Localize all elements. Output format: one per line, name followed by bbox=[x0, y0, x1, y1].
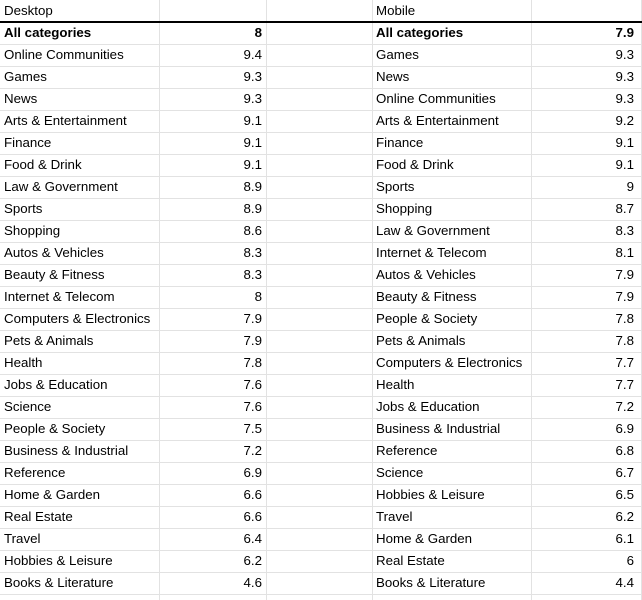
score-cell[interactable]: 9.1 bbox=[615, 135, 634, 150]
category-cell[interactable]: Law & Government bbox=[4, 179, 118, 194]
table-row bbox=[372, 506, 638, 528]
score-cell[interactable]: 9.2 bbox=[615, 113, 634, 128]
table-row bbox=[372, 550, 638, 572]
category-cell[interactable]: Pets & Animals bbox=[4, 333, 94, 348]
table-row bbox=[0, 506, 266, 528]
mobile-header-row bbox=[372, 0, 638, 22]
table-row bbox=[372, 418, 638, 440]
table-row bbox=[372, 264, 638, 286]
category-cell[interactable]: Health bbox=[4, 355, 43, 370]
score-cell[interactable]: 6 bbox=[626, 553, 634, 568]
total-row bbox=[372, 22, 638, 44]
category-cell[interactable]: Pets & Animals bbox=[376, 333, 466, 348]
category-cell[interactable]: Online Communities bbox=[376, 91, 496, 106]
category-cell[interactable]: Hobbies & Leisure bbox=[376, 487, 485, 502]
category-cell[interactable]: Health bbox=[376, 377, 415, 392]
category-cell[interactable]: Travel bbox=[376, 509, 413, 524]
category-cell[interactable]: Reference bbox=[4, 465, 66, 480]
score-cell[interactable]: 7.8 bbox=[615, 311, 634, 326]
table-row bbox=[372, 396, 638, 418]
category-cell[interactable]: Books & Literature bbox=[376, 575, 486, 590]
score-cell[interactable]: 7.7 bbox=[615, 377, 634, 392]
table-row bbox=[372, 330, 638, 352]
table-row bbox=[372, 176, 638, 198]
desktop-header-cell[interactable]: Desktop bbox=[4, 3, 53, 18]
score-cell[interactable]: 9 bbox=[626, 179, 634, 194]
score-cell[interactable]: 8.3 bbox=[243, 267, 262, 282]
category-cell[interactable]: Computers & Electronics bbox=[376, 355, 523, 370]
score-cell[interactable]: 9.1 bbox=[615, 157, 634, 172]
score-cell[interactable]: 7.6 bbox=[243, 377, 262, 392]
score-cell[interactable]: 6.1 bbox=[615, 531, 634, 546]
desktop-header-row bbox=[0, 0, 266, 22]
score-cell[interactable]: 4.4 bbox=[615, 575, 634, 590]
score-cell[interactable]: 7.6 bbox=[243, 399, 262, 414]
score-cell[interactable]: 6.6 bbox=[243, 487, 262, 502]
table-row bbox=[0, 396, 266, 418]
category-cell[interactable]: Computers & Electronics bbox=[4, 311, 151, 326]
table-row bbox=[372, 66, 638, 88]
score-cell[interactable]: 7.9 bbox=[615, 267, 634, 282]
score-cell[interactable]: 8 bbox=[254, 289, 262, 304]
table-row bbox=[372, 528, 638, 550]
score-cell[interactable]: 9.3 bbox=[615, 47, 634, 62]
score-cell[interactable]: 7.9 bbox=[615, 289, 634, 304]
table-row bbox=[372, 286, 638, 308]
category-cell[interactable]: Food & Drink bbox=[376, 157, 454, 172]
category-cell[interactable]: Autos & Vehicles bbox=[4, 245, 104, 260]
category-cell[interactable]: Arts & Entertainment bbox=[4, 113, 127, 128]
category-cell[interactable]: All categories bbox=[376, 25, 464, 40]
category-cell[interactable]: Travel bbox=[4, 531, 41, 546]
category-cell[interactable]: People & Society bbox=[4, 421, 106, 436]
table-row bbox=[372, 374, 638, 396]
category-cell[interactable]: Jobs & Education bbox=[4, 377, 108, 392]
table-row bbox=[372, 572, 638, 594]
score-cell[interactable]: 7.9 bbox=[615, 25, 634, 40]
score-cell[interactable]: 8.9 bbox=[243, 179, 262, 194]
score-cell[interactable]: 8.3 bbox=[615, 223, 634, 238]
category-cell[interactable]: Shopping bbox=[4, 223, 61, 238]
table-row bbox=[0, 286, 266, 308]
empty-cell[interactable] bbox=[531, 0, 638, 22]
table-row bbox=[372, 242, 638, 264]
score-cell[interactable]: 6.7 bbox=[615, 465, 634, 480]
table-row bbox=[0, 44, 266, 66]
score-cell[interactable]: 8.1 bbox=[615, 245, 634, 260]
table-row bbox=[372, 352, 638, 374]
category-cell[interactable]: Games bbox=[376, 47, 419, 62]
table-row bbox=[372, 88, 638, 110]
table-row bbox=[0, 418, 266, 440]
table-row bbox=[372, 132, 638, 154]
category-cell[interactable]: Food & Drink bbox=[4, 157, 82, 172]
score-cell[interactable]: 6.8 bbox=[615, 443, 634, 458]
category-cell[interactable]: Games bbox=[4, 69, 47, 84]
score-cell[interactable]: 6.2 bbox=[615, 509, 634, 524]
table-row bbox=[0, 440, 266, 462]
score-cell[interactable]: 9.1 bbox=[243, 157, 262, 172]
score-cell[interactable]: 6.5 bbox=[615, 487, 634, 502]
score-cell[interactable]: 8.6 bbox=[243, 223, 262, 238]
mobile-table bbox=[372, 0, 638, 594]
table-row bbox=[0, 330, 266, 352]
table-row bbox=[0, 264, 266, 286]
table-row bbox=[372, 110, 638, 132]
table-row bbox=[0, 220, 266, 242]
score-cell[interactable]: 7.9 bbox=[243, 333, 262, 348]
table-row bbox=[372, 308, 638, 330]
category-cell[interactable]: Business & Industrial bbox=[4, 443, 129, 458]
table-row bbox=[0, 132, 266, 154]
column-divider bbox=[266, 0, 267, 600]
desktop-table bbox=[0, 0, 266, 594]
category-cell[interactable]: Jobs & Education bbox=[376, 399, 480, 414]
category-cell[interactable]: All categories bbox=[4, 25, 92, 40]
category-cell[interactable]: Beauty & Fitness bbox=[376, 289, 477, 304]
table-row bbox=[0, 198, 266, 220]
category-cell[interactable]: Law & Government bbox=[376, 223, 490, 238]
table-row bbox=[0, 374, 266, 396]
score-cell[interactable]: 8.3 bbox=[243, 245, 262, 260]
category-cell[interactable]: Business & Industrial bbox=[376, 421, 501, 436]
score-cell[interactable]: 6.4 bbox=[243, 531, 262, 546]
table-row bbox=[372, 440, 638, 462]
category-cell[interactable]: Sports bbox=[376, 179, 415, 194]
table-row bbox=[0, 88, 266, 110]
category-cell[interactable]: Real Estate bbox=[376, 553, 445, 568]
score-cell[interactable]: 9.3 bbox=[615, 91, 634, 106]
category-cell[interactable]: Books & Literature bbox=[4, 575, 114, 590]
score-cell[interactable]: 7.8 bbox=[615, 333, 634, 348]
category-cell[interactable]: Beauty & Fitness bbox=[4, 267, 105, 282]
category-cell[interactable]: Home & Garden bbox=[376, 531, 473, 546]
score-cell[interactable]: 7.2 bbox=[615, 399, 634, 414]
table-row bbox=[0, 528, 266, 550]
row-divider bbox=[0, 594, 642, 595]
score-cell[interactable]: 9.1 bbox=[243, 113, 262, 128]
table-row bbox=[372, 154, 638, 176]
category-cell[interactable]: Science bbox=[4, 399, 52, 414]
category-cell[interactable]: Home & Garden bbox=[4, 487, 101, 502]
table-row bbox=[0, 176, 266, 198]
category-cell[interactable]: Autos & Vehicles bbox=[376, 267, 476, 282]
table-row bbox=[0, 484, 266, 506]
score-cell[interactable]: 7.2 bbox=[243, 443, 262, 458]
score-cell[interactable]: 9.1 bbox=[243, 135, 262, 150]
table-row bbox=[372, 220, 638, 242]
category-cell[interactable]: Finance bbox=[376, 135, 424, 150]
score-cell[interactable]: 7.8 bbox=[243, 355, 262, 370]
category-cell[interactable]: Sports bbox=[4, 201, 43, 216]
score-cell[interactable]: 6.9 bbox=[243, 465, 262, 480]
category-cell[interactable]: News bbox=[376, 69, 410, 84]
score-cell[interactable]: 7.7 bbox=[615, 355, 634, 370]
category-cell[interactable]: Shopping bbox=[376, 201, 433, 216]
table-row bbox=[0, 154, 266, 176]
score-cell[interactable]: 8.7 bbox=[615, 201, 634, 216]
category-cell[interactable]: News bbox=[4, 91, 38, 106]
category-cell[interactable]: Reference bbox=[376, 443, 438, 458]
score-cell[interactable]: 6.6 bbox=[243, 509, 262, 524]
category-cell[interactable]: Real Estate bbox=[4, 509, 73, 524]
score-cell[interactable]: 7.9 bbox=[243, 311, 262, 326]
category-cell[interactable]: Finance bbox=[4, 135, 52, 150]
table-row bbox=[372, 44, 638, 66]
score-cell[interactable]: 6.2 bbox=[243, 553, 262, 568]
table-row bbox=[0, 550, 266, 572]
score-cell[interactable]: 9.3 bbox=[243, 91, 262, 106]
table-row bbox=[0, 462, 266, 484]
table-row bbox=[0, 110, 266, 132]
category-cell[interactable]: People & Society bbox=[376, 311, 478, 326]
score-cell[interactable]: 7.5 bbox=[243, 421, 262, 436]
score-cell[interactable]: 8 bbox=[254, 25, 262, 40]
score-cell[interactable]: 6.9 bbox=[615, 421, 634, 436]
table-row bbox=[372, 198, 638, 220]
table-row bbox=[372, 484, 638, 506]
empty-cell[interactable] bbox=[159, 0, 266, 22]
table-row bbox=[0, 308, 266, 330]
category-cell[interactable]: Hobbies & Leisure bbox=[4, 553, 113, 568]
score-cell[interactable]: 8.9 bbox=[243, 201, 262, 216]
score-cell[interactable]: 9.4 bbox=[243, 47, 262, 62]
table-row bbox=[372, 462, 638, 484]
category-cell[interactable]: Science bbox=[376, 465, 424, 480]
category-cell[interactable]: Internet & Telecom bbox=[376, 245, 487, 260]
table-row bbox=[0, 66, 266, 88]
category-cell[interactable]: Online Communities bbox=[4, 47, 124, 62]
score-cell[interactable]: 9.3 bbox=[243, 69, 262, 84]
table-row bbox=[0, 352, 266, 374]
table-row bbox=[0, 242, 266, 264]
score-cell[interactable]: 4.6 bbox=[243, 575, 262, 590]
total-row bbox=[0, 22, 266, 44]
score-cell[interactable]: 9.3 bbox=[615, 69, 634, 84]
category-cell[interactable]: Arts & Entertainment bbox=[376, 113, 499, 128]
mobile-header-cell[interactable]: Mobile bbox=[376, 3, 416, 18]
table-row bbox=[0, 572, 266, 594]
category-cell[interactable]: Internet & Telecom bbox=[4, 289, 115, 304]
